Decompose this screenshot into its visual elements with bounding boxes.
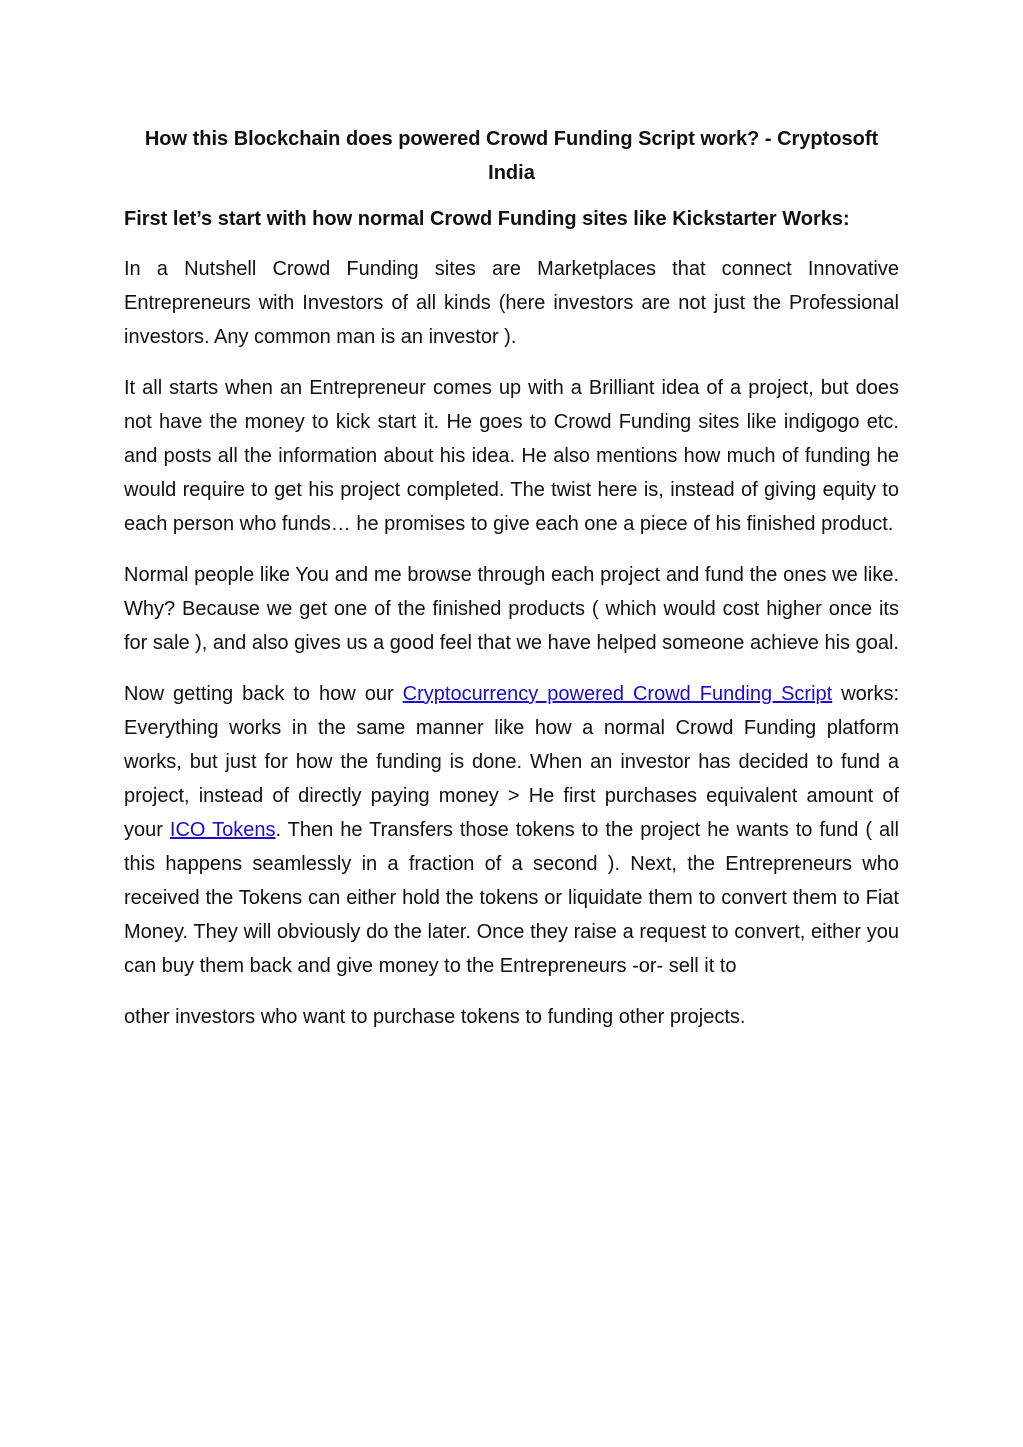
paragraph-intro: In a Nutshell Crowd Funding sites are Marketplaces that connect Innovative Entrepreneurs with Investors of all kinds (here investors are not just the Professional investors. Any common man is an investor ). [124, 258, 899, 348]
paragraph-normal-people: Normal people like You and me browse through each project and fund the ones we like. Why? Because we get one of the finished products ( which would cost higher once its for sale ), and also gives us a good feel that we have helped someone achieve his goal. [124, 564, 899, 654]
paragraph-closing: other investors who want to purchase tokens to funding other projects. [124, 1006, 746, 1028]
paragraph-entrepreneur: It all starts when an Entrepreneur comes up with a Brilliant idea of a project, but does not have the money to kick start it. He goes to Crowd Funding sites like indigogo etc. and posts all the information about his idea. He also mentions how much of funding he would require to get his project completed. The twist here is, instead of giving equity to each person who funds… he promises to give each one a piece of his finished product. [124, 377, 899, 535]
section-heading: First let’s start with how normal Crowd Funding sites like Kickstarter Works: [124, 208, 850, 230]
document-title: How this Blockchain does powered Crowd Funding Script work? - Cryptosoft India [144, 128, 879, 184]
paragraph-script-works [124, 677, 899, 983]
ico-tokens-link[interactable]: ICO Tokens [169, 819, 276, 841]
paragraph-text-segment: . Then he Transfers those tokens to the project he wants to fund ( all this happens seamlessly in a fraction of a second ). Next, the Entrepreneurs who received the Tokens can either hold the tokens or liquidate them to convert them to Fiat Money. They will obviously do the later. Once they raise a request to convert, either you can buy them back and give money to the Entrepreneurs -or- sell it to [124, 819, 900, 977]
paragraph-text-segment: works: Everything works in the same manner like how a normal Crowd Funding platform works, but just for how the funding is done. When an investor has decided to fund a project, instead of directly paying money > He first purchases equivalent amount of your [124, 683, 900, 841]
document-page [124, 122, 899, 1051]
paragraph-text-segment: Now getting back to how our [124, 683, 403, 705]
crowd-funding-script-link[interactable]: Cryptocurrency powered Crowd Funding Script [402, 683, 833, 705]
